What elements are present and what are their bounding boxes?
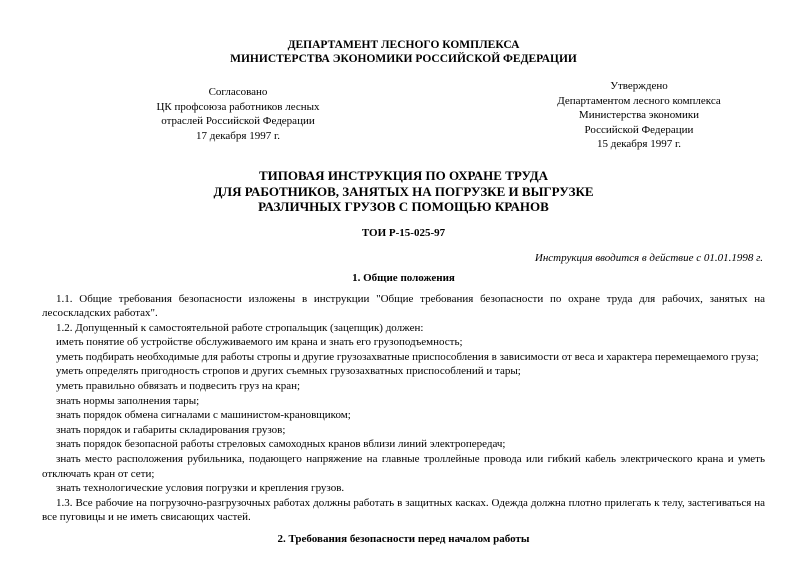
agreed-org-line1: ЦК профсоюза работников лесных [156, 100, 320, 113]
paragraph: знать порядок и габариты складирования грузов; [56, 423, 286, 436]
paragraph: 1.3. Все рабочие на погрузочно-разгрузочных работах должны работать в защитных касках. Одежда должна плотно прилегать к телу, застегиваться на все пуговицы и не иметь свисающих частей. [42, 496, 765, 524]
approved-label: Утверждено [610, 80, 668, 92]
approved-org-line3: Российской Федерации [584, 123, 694, 136]
approved-date: 15 декабря 1997 г. [597, 138, 681, 150]
effective-date-note: Инструкция вводится в действие с 01.01.1998 г. [534, 251, 763, 264]
paragraph: знать порядок безопасной работы стреловых самоходных кранов вблизи линий электропередач; [56, 438, 506, 451]
paragraph: уметь правильно обвязать и подвесить груз на кран; [56, 380, 301, 393]
agreed-org-line2: отраслей Российской Федерации [161, 115, 315, 127]
paragraph: знать место расположения рубильника, подающего напряжение на главные троллейные провода или гибкий кабель электрического крана и уметь отключать кран от сети; [42, 453, 765, 480]
approvals-block [42, 80, 765, 159]
document-code: ТОИ Р-15-025-97 [361, 226, 446, 239]
paragraph: знать порядок обмена сигналами с машинистом-крановщиком; [56, 409, 351, 422]
approved-org-line2: Министерства экономики [578, 109, 700, 121]
approved-org-line1: Департаментом лесного комплекса [557, 94, 721, 107]
agreed-block [128, 85, 348, 143]
approved-block [519, 79, 759, 152]
title-line: ДЛЯ РАБОТНИКОВ, ЗАНЯТЫХ НА ПОГРУЗКЕ И ВЫГРУЗКЕ [213, 183, 594, 199]
section-2-heading: 2. Требования безопасности перед началом работы [277, 533, 530, 545]
paragraph: знать нормы заполнения тары; [56, 394, 200, 407]
paragraph: 1.2. Допущенный к самостоятельной работе стропальщик (зацепщик) должен: [56, 321, 424, 334]
department-header [42, 0, 765, 66]
section-1-body [42, 292, 765, 526]
document-title [42, 168, 765, 215]
paragraph: уметь подбирать необходимые для работы стропы и другие грузозахватные приспособления в зависимости от веса и характера перемещаемого груза; [56, 350, 759, 363]
paragraph: иметь понятие об устройстве обслуживаемого им крана и знать его грузоподъемность; [56, 336, 463, 349]
paragraph: уметь определять пригодность стропов и других съемных грузозахватных приспособлений и тары; [56, 365, 521, 378]
section-1-heading: 1. Общие положения [352, 271, 455, 284]
agreed-date: 17 декабря 1997 г. [196, 129, 280, 142]
ministry-name: МИНИСТЕРСТВА ЭКОНОМИКИ РОССИЙСКОЙ ФЕДЕРАЦИИ [230, 53, 577, 65]
title-line: РАЗЛИЧНЫХ ГРУЗОВ С ПОМОЩЬЮ КРАНОВ [258, 199, 549, 214]
title-line: ТИПОВАЯ ИНСТРУКЦИЯ ПО ОХРАНЕ ТРУДА [258, 168, 549, 183]
agreed-label: Согласовано [208, 86, 268, 98]
paragraph: знать технологические условия погрузки и крепления грузов. [56, 482, 345, 495]
paragraph: 1.1. Общие требования безопасности изложены в инструкции "Общие требования безопасности по охране труда для рабочих, занятых на лесоскладских работах". [42, 292, 765, 320]
department-name: ДЕПАРТАМЕНТ ЛЕСНОГО КОМПЛЕКСА [287, 39, 520, 51]
